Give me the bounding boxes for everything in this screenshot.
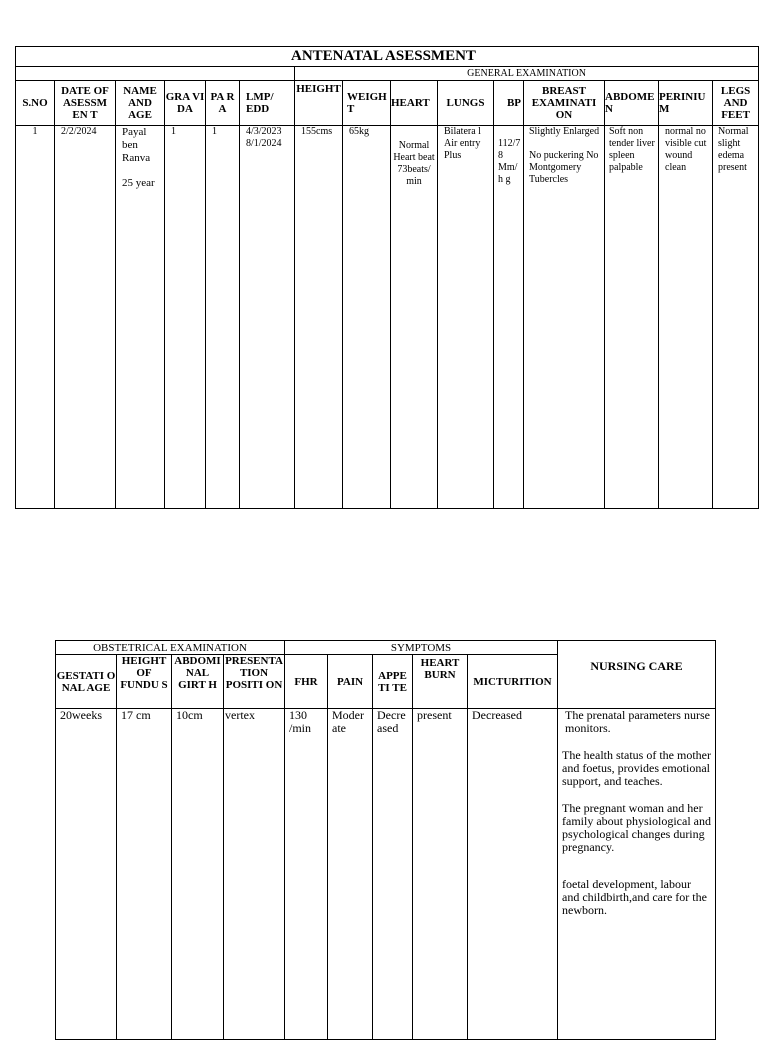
header-heart: HEART (391, 81, 438, 126)
nursing-care-header: NURSING CARE (558, 641, 716, 709)
appetite-value: Decre ased (373, 709, 413, 1040)
gestation-value: 20weeks (56, 709, 117, 1040)
table-row (16, 126, 759, 509)
header-sno: S.NO (16, 81, 55, 126)
micturition-value: Decreased (468, 709, 558, 1040)
lungs-value: Bilatera l Air entry Plus (444, 126, 481, 161)
document-title: ANTENATAL ASESSMENT (16, 47, 759, 67)
header-height: HEIGHT (295, 81, 343, 126)
header-fundus: HEIGHT OF FUNDU S (117, 655, 172, 709)
breast-value-2: No puckering No Montgomery Tubercles (529, 150, 599, 185)
obstetrical-examination-label: OBSTETRICAL EXAMINATION (56, 641, 285, 655)
header-lungs: LUNGS (438, 81, 494, 126)
bp-value: 112/7 8 Mm/ h g (498, 138, 521, 185)
para-value: 1 (212, 126, 217, 137)
header-girth: ABDOMI NAL GIRT H (172, 655, 224, 709)
cell-sno (16, 126, 55, 509)
perineum-value: normal no visible cut wound clean (665, 126, 707, 173)
nursing-care-text-4: foetal development, labour and childbirth,and care for the newborn. (562, 877, 707, 917)
header-micturition: MICTURITION (468, 655, 558, 709)
header-para: PA R A (206, 81, 240, 126)
nursing-care-text-1: The prenatal parameters nurse monitors. (565, 708, 710, 735)
edd-value: 8/1/2024 (246, 138, 282, 149)
header-legs: LEGS AND FEET (713, 81, 759, 126)
height-value: 155cms (301, 126, 333, 137)
general-examination-label: GENERAL EXAMINATION (295, 67, 759, 81)
pain-value: Moder ate (328, 709, 373, 1040)
header-gravida: GRA VI DA (165, 81, 206, 126)
patient-name: Payal ben Ranva (122, 126, 151, 164)
gravida-value: 1 (171, 126, 176, 137)
header-breast: BREAST EXAMINATI ON (524, 81, 605, 126)
girth-value: 10cm (172, 709, 224, 1040)
nursing-care-text-3: The pregnant woman and her family about physiological and psychological changes during pregnancy. (562, 801, 711, 854)
header-presentation: PRESENTA TION POSITI ON (224, 655, 285, 709)
header-weight: WEIGH T (343, 81, 391, 126)
weight-value: 65kg (349, 126, 369, 137)
fhr-value: 130 /min (285, 709, 328, 1040)
header-gestation: GESTATI O NAL AGE (56, 655, 117, 709)
symptoms-label: SYMPTOMS (285, 641, 558, 655)
header-pain: PAIN (328, 655, 373, 709)
abdomen-value: Soft non tender liver spleen palpable (609, 126, 655, 173)
table-row (56, 709, 716, 1040)
presentation-value: vertex (224, 709, 285, 1040)
heartburn-value: present (413, 709, 468, 1040)
header-abdomen: ABDOME N (605, 81, 659, 126)
header-appetite: APPE TI TE (373, 655, 413, 709)
antenatal-assessment-table (15, 46, 759, 509)
header-bp: BP (494, 81, 524, 126)
header-lmp-edd: LMP/ EDD (240, 81, 295, 126)
header-perineum: PERINIU M (659, 81, 713, 126)
header-date: DATE OF ASESSM EN T (55, 81, 116, 126)
breast-value-1: Slightly Enlarged (529, 126, 600, 137)
heart-value: Normal Heart beat 73beats/ min (393, 140, 435, 187)
obstetrical-examination-table (55, 640, 716, 1040)
legs-value: Normal slight edema present (718, 126, 749, 173)
header-spacer (16, 67, 295, 81)
header-name-age: NAME AND AGE (116, 81, 165, 126)
date-value: 2/2/2024 (61, 126, 97, 137)
header-heartburn: HEART BURN (413, 655, 468, 709)
sno-value: 1 (32, 126, 38, 137)
patient-age: 25 year (122, 177, 155, 189)
nursing-care-cell (558, 709, 716, 1040)
header-fhr: FHR (285, 655, 328, 709)
nursing-care-text-2: The health status of the mother and foetus, provides emotional support, and teaches. (562, 748, 711, 788)
lmp-value: 4/3/2023 (246, 126, 282, 137)
fundus-value: 17 cm (117, 709, 172, 1040)
